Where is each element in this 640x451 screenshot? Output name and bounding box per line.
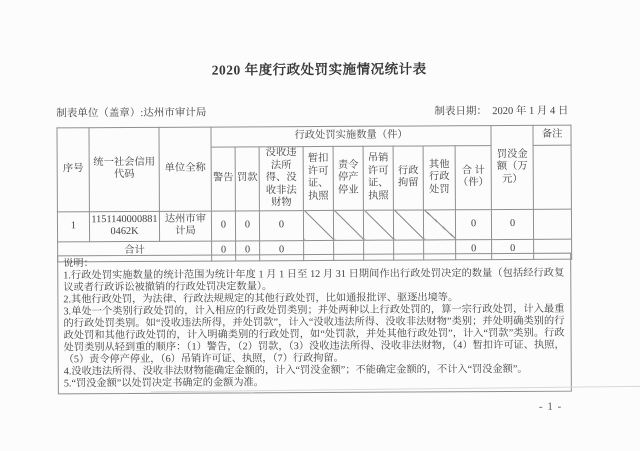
- col-header-suspend-license: 暂扣许可证、执照: [303, 146, 333, 210]
- total-count-fine: 0: [236, 241, 260, 261]
- note-item-2: 2.其他行政处罚，为法律、行政法规规定的其他行政处罚，比如通报批评、驱逐出境等。: [63, 292, 459, 306]
- cell-remark: [534, 209, 572, 239]
- notes-box: [57, 253, 572, 395]
- cell-count-total: 0: [455, 209, 491, 239]
- cell-count-other-penalty: [423, 210, 455, 240]
- total-count-warning: 0: [212, 241, 236, 261]
- date-label: 制表日期： 2020 年 1 月 4 日: [434, 105, 569, 118]
- col-header-quantity-group: 行政处罚实施数量（件）: [211, 126, 491, 147]
- col-header-count-total: 合 计（件）: [455, 146, 491, 210]
- prepared-by-label: 制表单位（盖章）:达州市审计局: [56, 107, 207, 120]
- note-item-5: 5.“罚没金额”以处罚决定书确定的金额为准。: [63, 377, 264, 390]
- cell-fine-amount: 0: [492, 209, 534, 239]
- cell-count-detention: [393, 210, 423, 240]
- cell-unit-name: 达州市审计局: [159, 211, 211, 241]
- col-header-confiscation: 没收违法所得、没收非法财物: [259, 147, 303, 211]
- col-header-seq: 序号: [57, 128, 89, 212]
- note-item-4: 4.没收违法所得、没收非法财物能确定金额的，计入“罚没金额”；不能确定金额的，不计入“罚没金额”。: [63, 364, 528, 378]
- total-fine-amount: 0: [492, 239, 534, 259]
- total-label: 合计: [58, 241, 212, 262]
- cell-count-suspend-license: [303, 210, 333, 240]
- cell-seq: 1: [57, 211, 89, 241]
- notes-heading: 说明：: [63, 258, 94, 270]
- cell-count-confiscation: 0: [259, 210, 303, 240]
- total-count-total: 0: [456, 239, 492, 259]
- remark-header-spacer: [533, 145, 571, 209]
- col-header-other-penalty: 其他行政处罚: [423, 146, 455, 210]
- note-item-3: 3.单处一个类别行政处罚的，计入相应的行政处罚类别；并处两种以上行政处罚的，算一宗行政处罚，计入最重的行政处罚类别。如“没收违法所得，并处罚款”，计入“没收违法所得、没收非法财物”类别；并处明确类别的行政处罚和其他行政处罚的，计入明确类别的行政处罚，如“处罚款，并处其他行政处罚”，计入“罚款”类别。行政处罚类别从轻到重的顺序：（1）警告，（2）罚款，（3）没收违法所得、没收非法财物，（4）暂扣许可证、执照，（5）责令停产停业，（6）吊销许可证、执照，（7）行政拘留。: [63, 303, 565, 366]
- col-header-fine-amount: 罚没金额（万元）: [491, 125, 533, 209]
- col-header-warning: 警告: [211, 147, 235, 211]
- meta-row: [56, 103, 568, 121]
- note-item-1: 1.行政处罚实施数量的统计范围为统计年度 1 月 1 日至 12 月 31 日期间作出行政处罚决定的数量（包括经行政复议或者行政诉讼被撤销的行政处罚决定数量）。: [63, 267, 565, 294]
- header-row-1: [57, 125, 571, 148]
- col-header-unit-name: 单位全称: [159, 127, 211, 211]
- col-header-detention: 行政拘留: [393, 146, 423, 210]
- cell-count-suspend-business: [333, 210, 363, 240]
- col-header-suspend-business: 责令停产停业: [333, 146, 363, 210]
- cell-credit-code: 11511400008810462K: [89, 211, 159, 241]
- cell-count-warning: 0: [211, 211, 235, 241]
- col-header-remark: 备注: [533, 125, 571, 145]
- penalty-statistics-table: [56, 125, 572, 262]
- col-header-fine: 罚款: [235, 147, 259, 211]
- cell-count-fine: 0: [235, 211, 259, 241]
- table-row: [57, 209, 571, 242]
- col-header-credit-code: 统一社会信用代码: [89, 127, 159, 211]
- cell-count-revoke-license: [363, 210, 393, 240]
- total-count-confiscation: 0: [260, 240, 304, 260]
- page-number: - 1 -: [538, 400, 563, 413]
- col-header-revoke-license: 吊销许可证、执照: [363, 146, 393, 210]
- page-title: 2020 年度行政处罚实施情况统计表: [211, 61, 427, 78]
